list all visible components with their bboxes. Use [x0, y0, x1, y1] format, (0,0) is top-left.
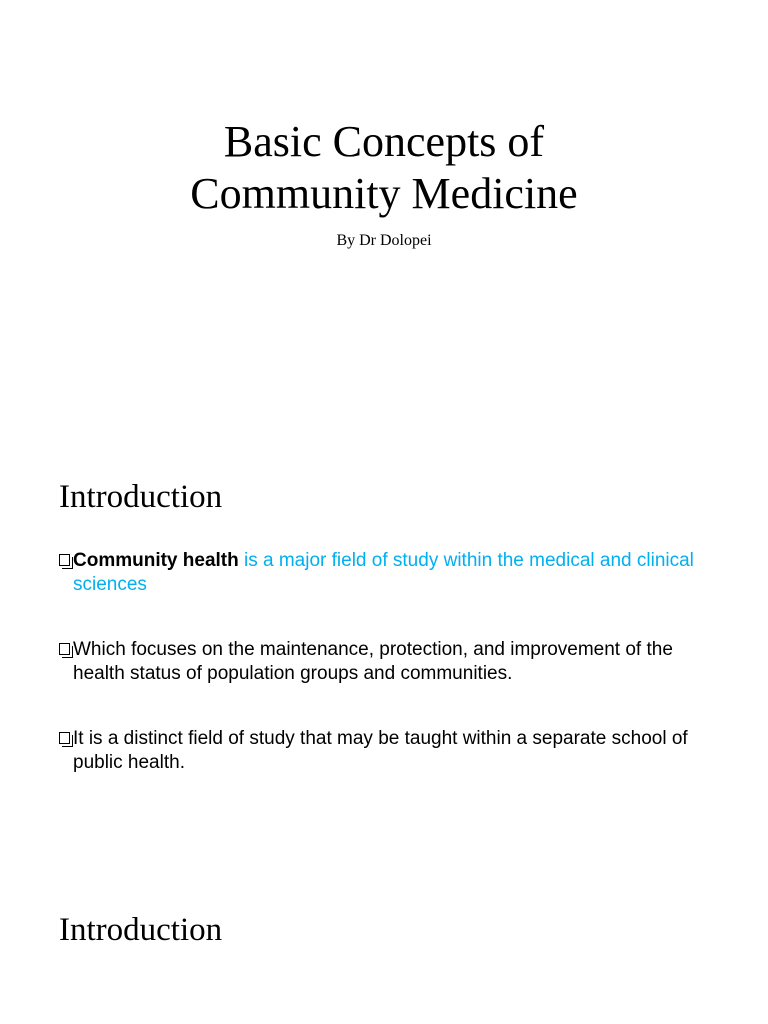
bullet-list [59, 549, 719, 816]
list-item [59, 549, 719, 597]
hollow-square-bullet-icon [59, 554, 70, 566]
hollow-square-bullet-icon [59, 643, 70, 655]
title-line-1: Basic Concepts of [223, 117, 545, 166]
bullet-text: It is a distinct field of study that may be taught within a separate school of public health. [73, 728, 688, 773]
bullet-text: Which focuses on the maintenance, protection, and improvement of the health status of population groups and communities. [73, 639, 673, 684]
title-line-2: Community Medicine [190, 169, 578, 218]
bullet-highlight-text: is a major field of study within the medical and clinical sciences [73, 550, 694, 595]
introduction-slide [0, 440, 768, 880]
section-heading: Introduction [59, 479, 223, 515]
hollow-square-bullet-icon [59, 732, 70, 744]
title-slide [0, 0, 768, 440]
introduction-slide-2 [0, 880, 768, 1024]
bullet-bold-term: Community health [73, 550, 239, 571]
list-item [59, 638, 719, 686]
section-heading: Introduction [59, 912, 223, 948]
document-title [0, 116, 768, 220]
list-item [59, 727, 719, 775]
author-subtitle: By Dr Dolopei [336, 232, 432, 249]
